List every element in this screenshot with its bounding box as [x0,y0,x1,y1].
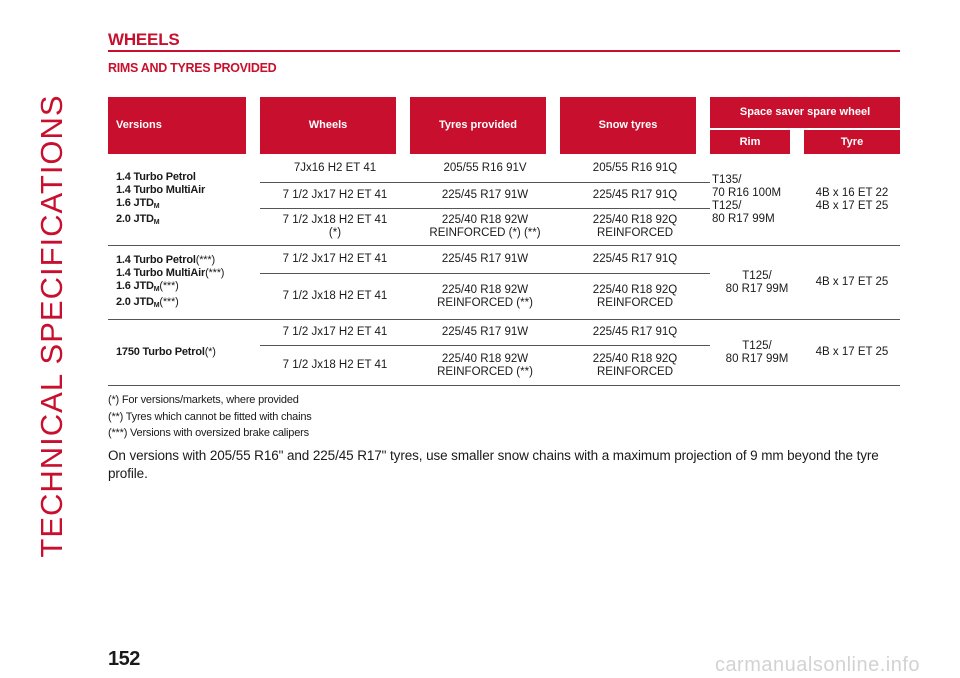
wheels-cell: 7 1/2 Jx17 H2 ET 41 [260,183,410,209]
spare-tyre-cell: 4B x 17 ET 25 [804,246,900,320]
tyres-cell: 225/45 R17 91W [410,183,560,209]
header-snow-tyres: Snow tyres [560,97,710,154]
versions-cell: 1750 Turbo Petrol(*) [108,320,260,386]
tyres-cell: 225/40 R18 92W REINFORCED (*) (**) [410,209,560,246]
tyres-cell: 225/45 R17 91W [410,246,560,274]
wheels-cell: 7 1/2 Jx18 H2 ET 41 (*) [260,209,410,246]
wheels-cell: 7 1/2 Jx18 H2 ET 41 [260,274,410,320]
snow-cell: 205/55 R16 91Q [560,154,710,183]
snow-cell: 225/45 R17 91Q [560,320,710,346]
footnotes [108,392,312,442]
version-name: 1.4 Turbo Petrol [116,170,196,183]
header-wheels: Wheels [260,97,410,154]
header-tyre: Tyre [804,130,900,154]
version-name: 2.0 JTD [116,212,154,225]
header-space-saver-spare: Space saver spare wheel [710,97,900,130]
wheels-cell: 7 1/2 Jx17 H2 ET 41 [260,320,410,346]
snow-chain-note: On versions with 205/55 R16" and 225/45 R17" tyres, use smaller snow chains with a maximum projection of 9 mm beyond the tyre profile. [108,448,879,481]
versions-cell [108,154,260,246]
snow-cell: 225/45 R17 91Q [560,246,710,274]
tyres-cell: 225/45 R17 91W [410,320,560,346]
spare-tyre-cell: 4B x 16 ET 22 4B x 17 ET 25 [804,154,900,246]
spare-rim-cell: T135/ 70 R16 100M T125/ 80 R17 99M [710,154,804,246]
footnote: (***) Versions with oversized brake calipers [108,427,309,439]
header-tyres-provided: Tyres provided [410,97,560,154]
snow-cell: 225/40 R18 92Q REINFORCED [560,346,710,386]
tyres-cell: 205/55 R16 91V [410,154,560,183]
footnote: (*) For versions/markets, where provided [108,394,299,406]
tyres-cell: 225/40 R18 92W REINFORCED (**) [410,346,560,386]
snow-cell: 225/40 R18 92Q REINFORCED [560,274,710,320]
rims-tyres-table [108,97,900,386]
snow-cell: 225/45 R17 91Q [560,183,710,209]
page-subtitle: RIMS AND TYRES PROVIDED [108,61,277,75]
wheels-cell: 7 1/2 Jx18 H2 ET 41 [260,346,410,386]
snow-cell: 225/40 R18 92Q REINFORCED [560,209,710,246]
page-title: WHEELS [108,30,180,49]
spare-rim-cell: T125/ 80 R17 99M [710,246,804,320]
section-side-title: TECHNICAL SPECIFICATIONS [34,94,69,558]
version-name: 1.4 Turbo MultiAir [116,183,206,196]
wheels-cell: 7Jx16 H2 ET 41 [260,154,410,183]
watermark: carmanualsonline.info [714,654,920,676]
spare-rim-cell: T125/ 80 R17 99M [710,320,804,386]
versions-cell: 1.4 Turbo Petrol(***) 1.4 Turbo MultiAir(***) 1.6 $JTD_M(***)$ 2.0 $JTD_M(***)$ [108,246,260,320]
footnote: (**) Tyres which cannot be fitted with chains [108,410,312,423]
wheels-cell: 7 1/2 Jx17 H2 ET 41 [260,246,410,274]
header-rim: Rim [710,130,804,154]
version-name: 1.6 JTD [116,196,154,209]
title-divider [108,50,900,52]
page-number: 152 [108,648,140,670]
tyres-cell: 225/40 R18 92W REINFORCED (**) [410,274,560,320]
header-versions: Versions [108,97,260,154]
version-sub: M [153,202,160,210]
spare-tyre-cell: 4B x 17 ET 25 [804,320,900,386]
version-sub: M [153,218,160,226]
